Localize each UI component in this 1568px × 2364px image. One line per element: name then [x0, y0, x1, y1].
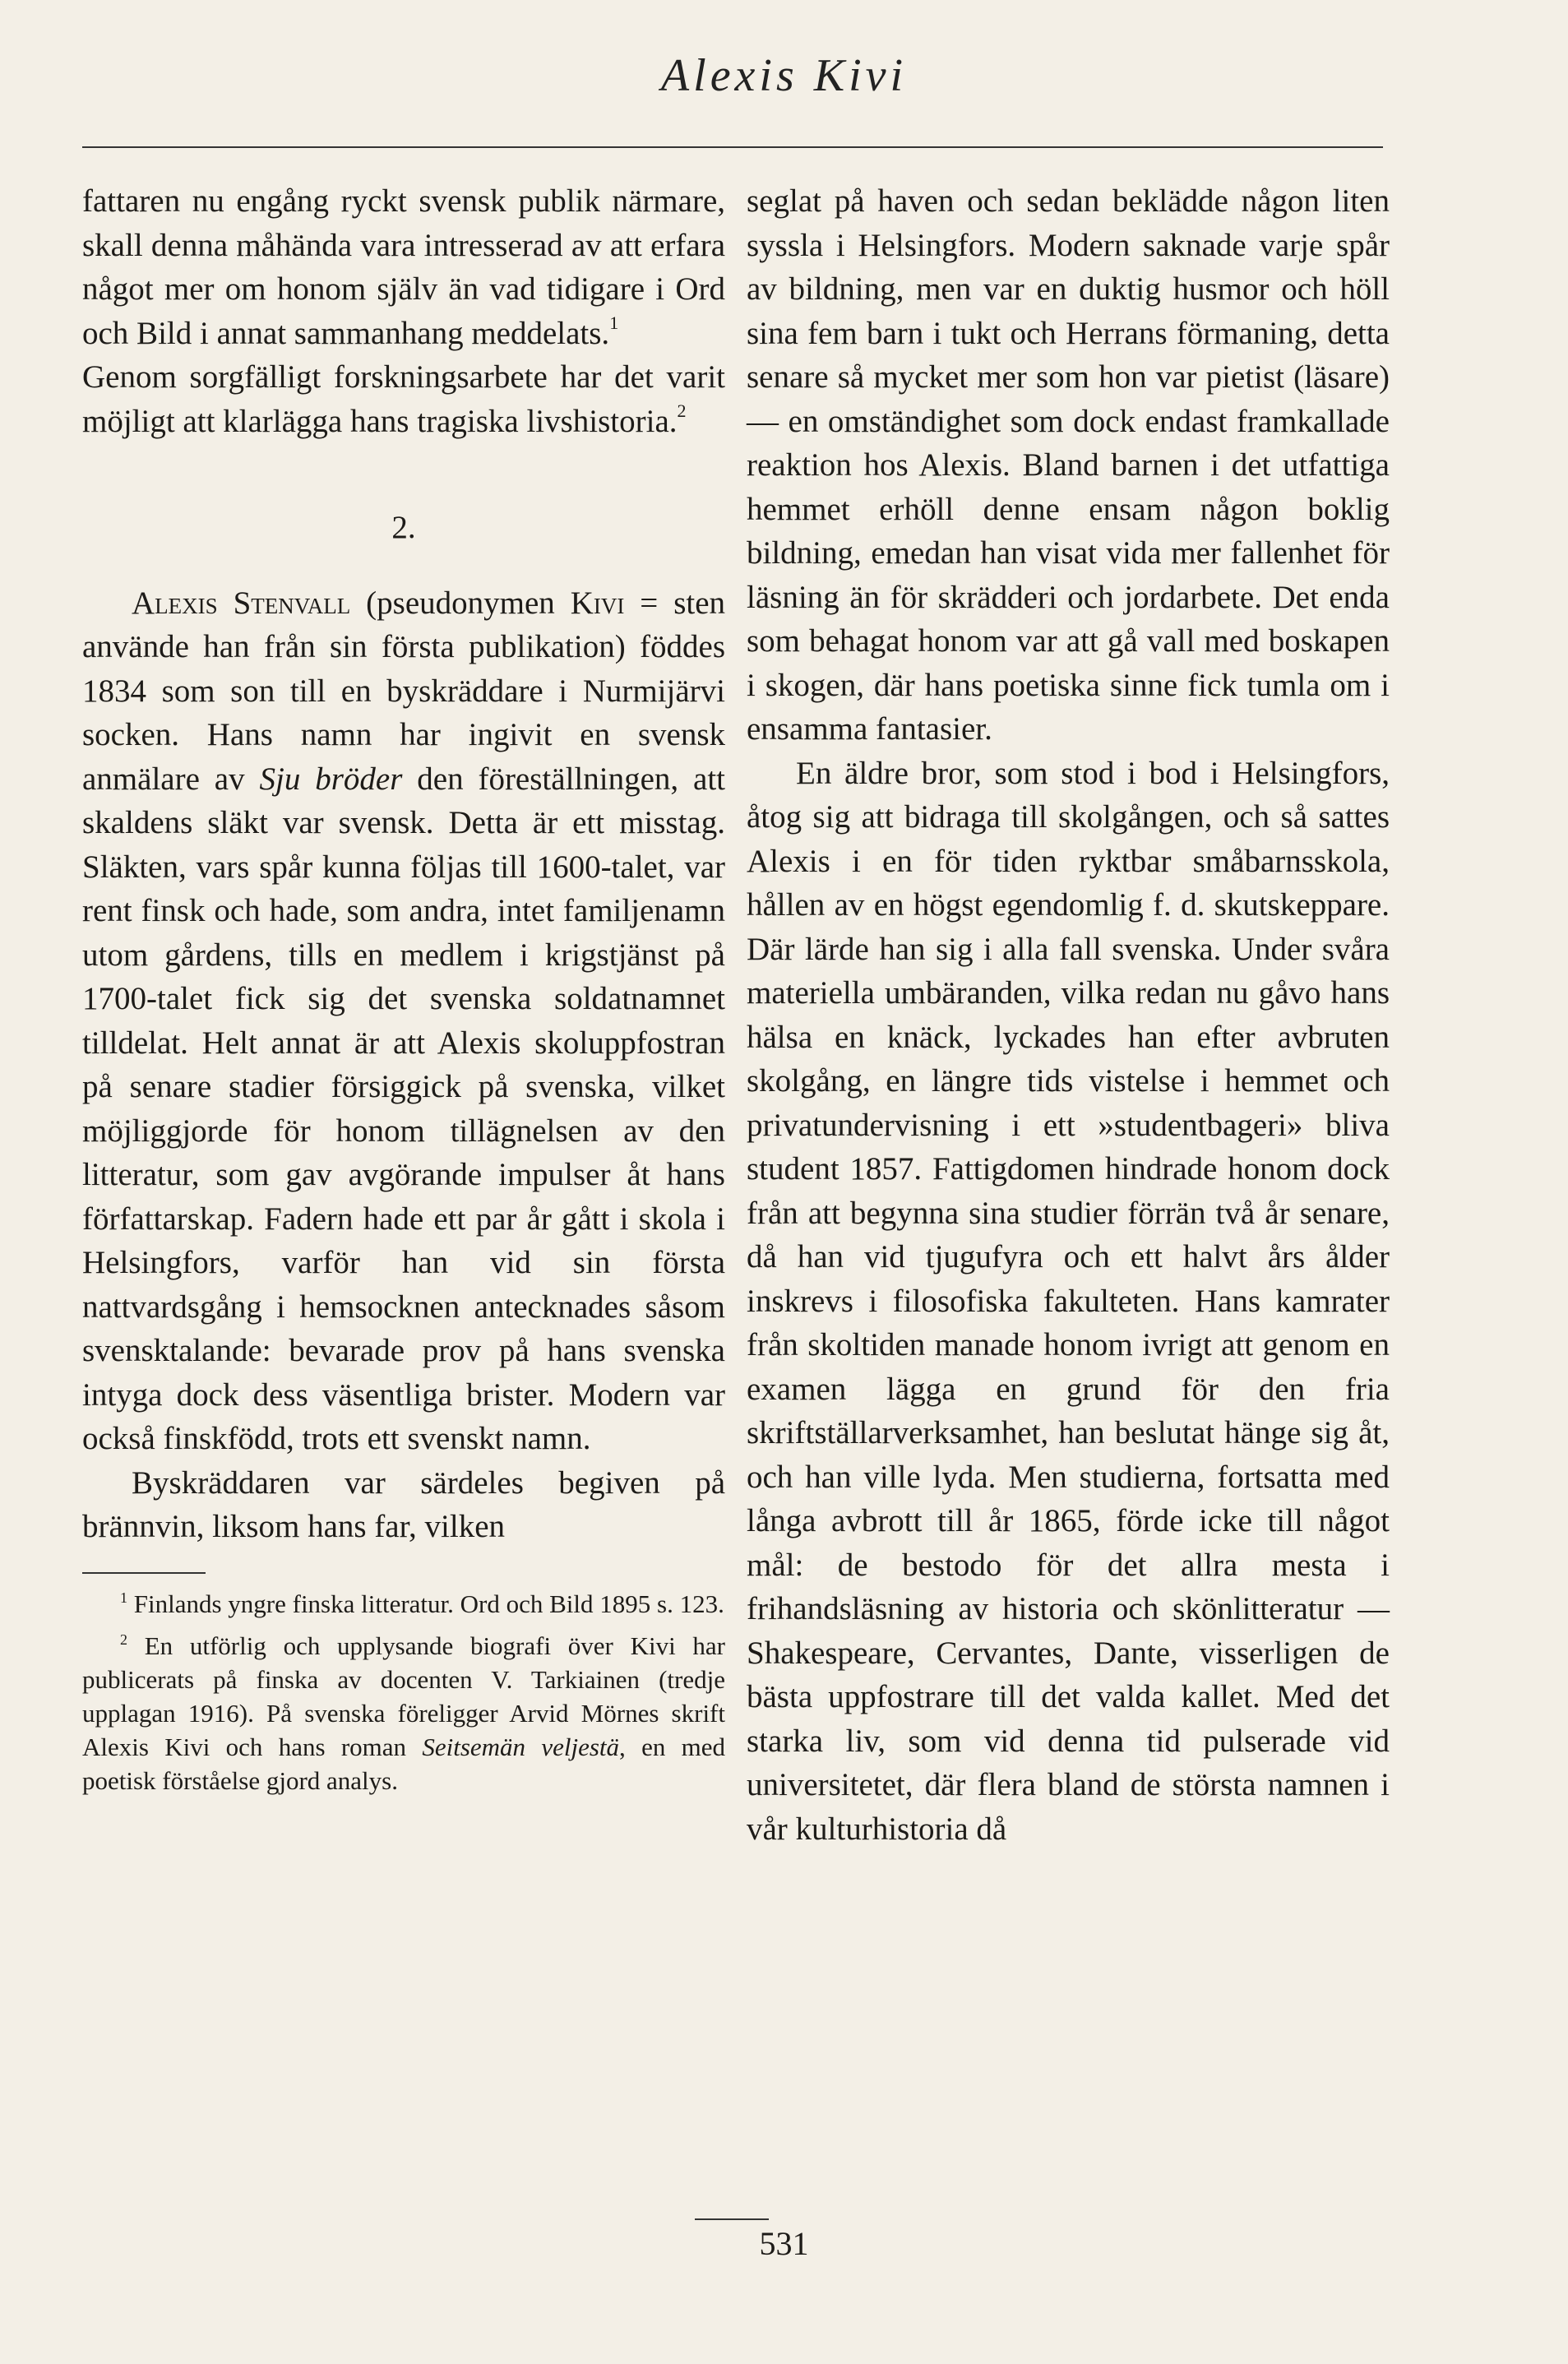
paragraph: fattaren nu engång ryckt svensk publik närmare, skall denna måhända vara intresserad av att erfara något mer om honom själv än vad tidigare i Ord och Bild i annat sammanhang meddelats.$^1$ — [82, 183, 725, 351]
author-surname: Stenvall — [233, 585, 351, 621]
section-number: 2. — [391, 510, 416, 545]
header-rule — [82, 146, 1383, 148]
book-title: Seitsemän veljestä — [422, 1732, 620, 1761]
footnote-ref: 2 — [677, 400, 687, 421]
paragraph: seglat på haven och sedan beklädde någon liten syssla i Helsingfors. Modern saknade varje spår av bildning, men var en duktig husmor och höll sina fem barn i tukt och Herrans förmaning, detta senare så mycket mer som hon var pietist (läsare) — en omständighet som dock endast framkallade reaktion hos Alexis. Bland barnen i det utfattiga hemmet erhöll denne ensam någon boklig bildning, emedan han visat vida mer fallenhet för läsning än för skrädderi och jordarbete. Det enda som behagat honom var att gå vall med boskapen i skogen, där hans poetiska sinne fick tumla om i ensamma fantasier. — [747, 183, 1390, 747]
footnote-ref: 1 — [609, 312, 619, 333]
footnote-1: $^1$ Finlands yngre finska litteratur. Ord och Bild 1895 s. 123. — [120, 1589, 724, 1618]
author-name: Alexis — [132, 585, 218, 621]
footnote-mark: 1 — [120, 1589, 127, 1606]
paragraph: En äldre bror, som stod i bod i Helsingfors, åtog sig att bidraga till skolgången, och så sattes Alexis i en för tiden ryktbar småbarnsskola, hållen av en högst egendomlig f. d. skutskeppare. Där lärde han sig i alla fall svenska. Under svåra materiella umbäranden, vilka redan nu gåvo hans hälsa en knäck, lyckades han efter avbruten skolgång, en längre tids vistelse i hemmet och privatundervisning i ett »studentbageri» bliva student 1857. Fattigdomen hindrade honom dock från att begynna sina studier förrän två år senare, då han vid tjugufyra och ett halvt års ålder inskrevs i filosofiska fakulteten. Hans kamrater från skoltiden manade honom ivrigt att genom en examen lägga en grund för den fria skriftställarverksamhet, han beslutat hänge sig åt, och han ville lyda. Men studierna, fortsatta med långa avbrott till år 1865, förde icke till något mål: de bestodo för det allra mesta i frihandsläsning av historia och skönlitteratur — Shakespeare, Cervantes, Dante, visserligen de bästa uppfostrare till det valda kallet. Med det starka liv, som vid denna tid pulserade vid universitetet, där flera bland de största namnen i vår kulturhistoria då — [747, 755, 1390, 1847]
running-title: Alexis Kivi — [660, 50, 908, 101]
pseudonym: Kivi — [570, 585, 625, 621]
paragraph: Genom sorgfälligt forskningsarbete har det varit möjligt att klarlägga hans tragiska livshistoria.$^2$ — [82, 359, 725, 439]
folio-rule — [695, 2218, 769, 2220]
footnote-2: $^2$ En utförlig och upplysande biografi över Kivi har publicerats på finska av docenten V. Tarkiainen (tredje upplagan 1916). På svenska föreligger Arvid Mörnes skrift Alexis Kivi och hans roman Seitsemän veljestä, en med poetisk förståelse gjord analys. — [82, 1631, 725, 1795]
page-number: 531 — [759, 2225, 809, 2262]
right-column — [747, 179, 1390, 1851]
footnote-rule — [82, 1572, 206, 1574]
book-title: Sju bröder — [259, 761, 403, 797]
paragraph: Alexis Stenvall (pseudonymen Kivi = sten använde han från sin första publikation) föddes 1834 som son till en byskräddare i Nurmijärvi socken. Hans namn har ingivit en svensk anmälare av Sju bröder den föreställningen, att skaldens släkt var svensk. Detta är ett misstag. Släkten, vars spår kunna följas till 1600-talet, var rent finsk och hade, som andra, intet familjenamn utom gårdens, tills en medlem i krigstjänst på 1700-talet fick sig det svenska soldatnamnet tilldelat. Helt annat är att Alexis skoluppfostran på senare stadier försiggick på svenska, vilket möjliggjorde för honom tillägnelsen av den litteratur, som gav avgörande impulser åt hans författarskap. Fadern hade ett par år gått i skola i Helsingfors, varför han vid sin första nattvardsgång i hemsocknen antecknades såsom svensktalande: bevarade prov på hans svenska intyga dock dess väsentliga brister. Modern var också finskfödd, trots ett svenskt namn. — [82, 585, 726, 1456]
left-column — [82, 179, 725, 1806]
footnote-mark: 2 — [120, 1631, 127, 1648]
paragraph: Byskräddaren var särdeles begiven på brännvin, liksom hans far, vilken — [82, 1464, 725, 1544]
